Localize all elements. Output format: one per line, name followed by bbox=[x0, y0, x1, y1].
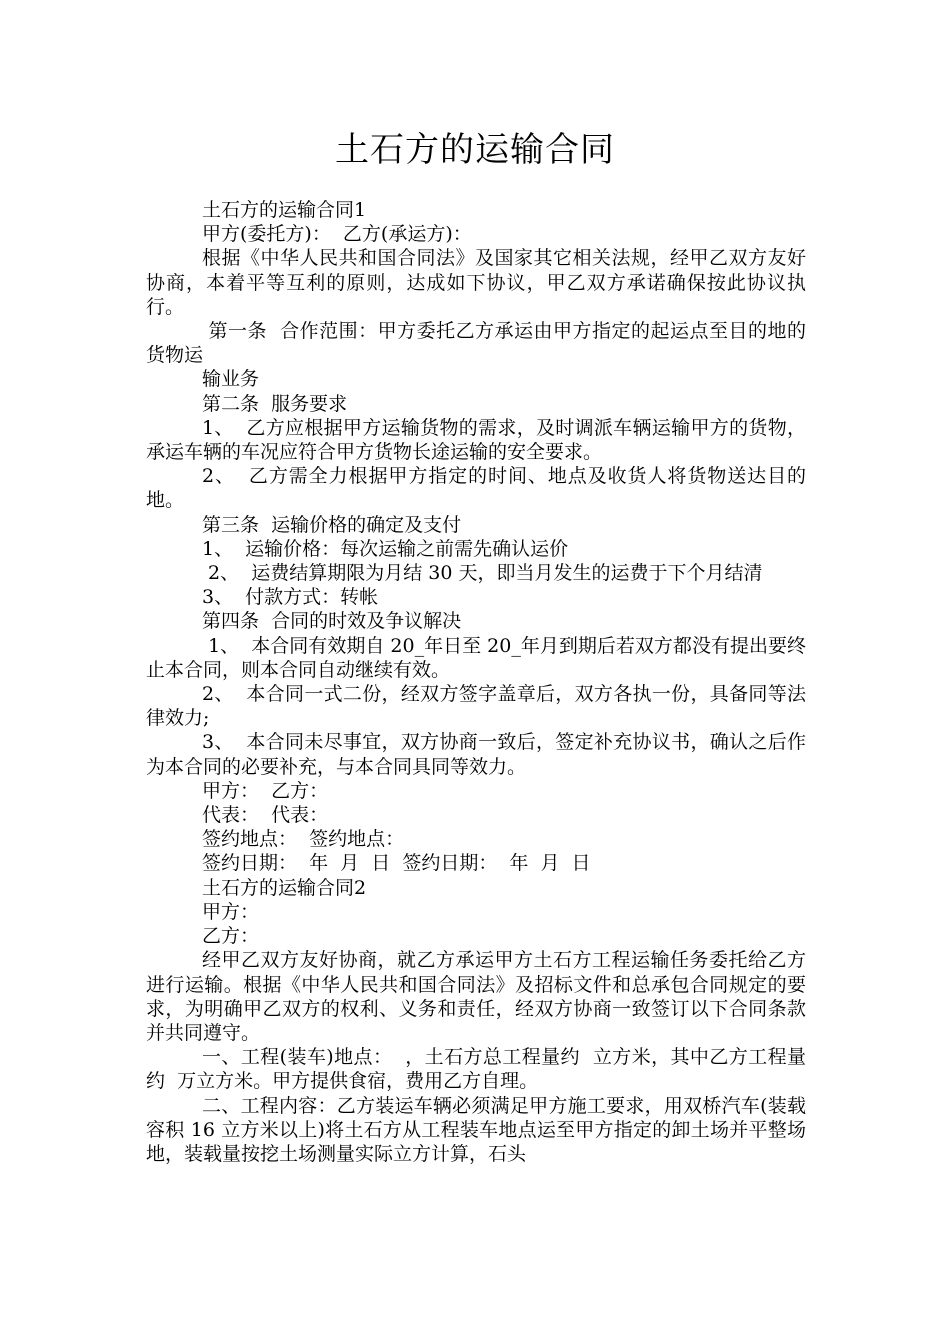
paragraph: 土石方的运输合同1 bbox=[202, 199, 367, 221]
paragraph: 1、 运输价格：每次运输之前需先确认运价 bbox=[202, 537, 569, 560]
paragraph: 一、工程(装车)地点： ，土石方总工程量约 立方米，其中乙方工程量约 万立方米。甲方提供食宿，费用乙方自理。 bbox=[146, 1046, 806, 1093]
paragraph: 第四条 合同的时效及争议解决 bbox=[202, 610, 462, 633]
paragraph: 1、 乙方应根据甲方运输货物的需求，及时调派车辆运输甲方的货物，承运车辆的车况应符合甲方货物长途运输的安全要求。 bbox=[146, 416, 806, 464]
paragraph: 土石方的运输合同2 bbox=[202, 876, 367, 899]
paragraph: 1、 本合同有效期自 20_年日至 20_年月到期后若双方都没有提出要终止本合同，则本合同自动继续有效。 bbox=[146, 634, 806, 681]
paragraph: 3、 付款方式：转帐 bbox=[202, 586, 379, 609]
document-title: 土石方的运输合同 bbox=[335, 130, 615, 170]
paragraph: 2、 本合同一式二份，经双方签字盖章后，双方各执一份，具备同等法律效力; bbox=[146, 683, 806, 730]
paragraph: 3、 本合同未尽事宜，双方协商一致后，签定补充协议书，确认之后作为本合同的必要补充，与本合同具同等效力。 bbox=[146, 731, 806, 778]
paragraph: 甲方： bbox=[202, 900, 260, 923]
paragraph: 根据《中华人民共和国合同法》及国家其它相关法规，经甲乙双方友好协商，本着平等互利的原则，达成如下协议，甲乙双方承诺确保按此协议执行。 bbox=[146, 247, 806, 318]
paragraph: 第三条 运输价格的确定及支付 bbox=[202, 513, 462, 536]
paragraph: 2、 运费结算期限为月结 30 天，即当月发生的运费于下个月结清 bbox=[202, 562, 763, 585]
paragraph: 2、 乙方需全力根据甲方指定的时间、地点及收货人将货物送达目的地。 bbox=[146, 465, 806, 512]
paragraph: 甲方： 乙方： bbox=[202, 779, 329, 802]
paragraph: 经甲乙双方友好协商，就乙方承运甲方土石方工程运输任务委托给乙方进行运输。根据《中华人民共和国合同法》及招标文件和总承包合同规定的要求，为明确甲乙双方的权利、义务和责任，经双方协商一致签订以下合同条款并共同遵守。 bbox=[146, 949, 806, 1044]
paragraph: 输业务 bbox=[202, 368, 260, 391]
paragraph: 第二条 服务要求 bbox=[202, 392, 348, 415]
paragraph: 甲方(委托方)： 乙方(承运方)： bbox=[202, 223, 472, 246]
paragraph: 第一条 合作范围：甲方委托乙方承运由甲方指定的起运点至目的地的货物运 bbox=[146, 320, 806, 367]
paragraph: 签约日期： 年 月 日 签约日期： 年 月 日 bbox=[202, 852, 591, 875]
paragraph: 二、工程内容：乙方装运车辆必须满足甲方施工要求，用双桥汽车(装载容积 16 立方米以上)将土石方从工程装车地点运至甲方指定的卸土场并平整场地，装载量按挖土场测量实际立方计算，石头 bbox=[146, 1094, 806, 1165]
document-body bbox=[146, 198, 806, 1166]
paragraph: 签约地点： 签约地点： bbox=[202, 828, 405, 851]
paragraph: 乙方： bbox=[202, 925, 260, 948]
paragraph: 代表： 代表： bbox=[202, 804, 329, 827]
